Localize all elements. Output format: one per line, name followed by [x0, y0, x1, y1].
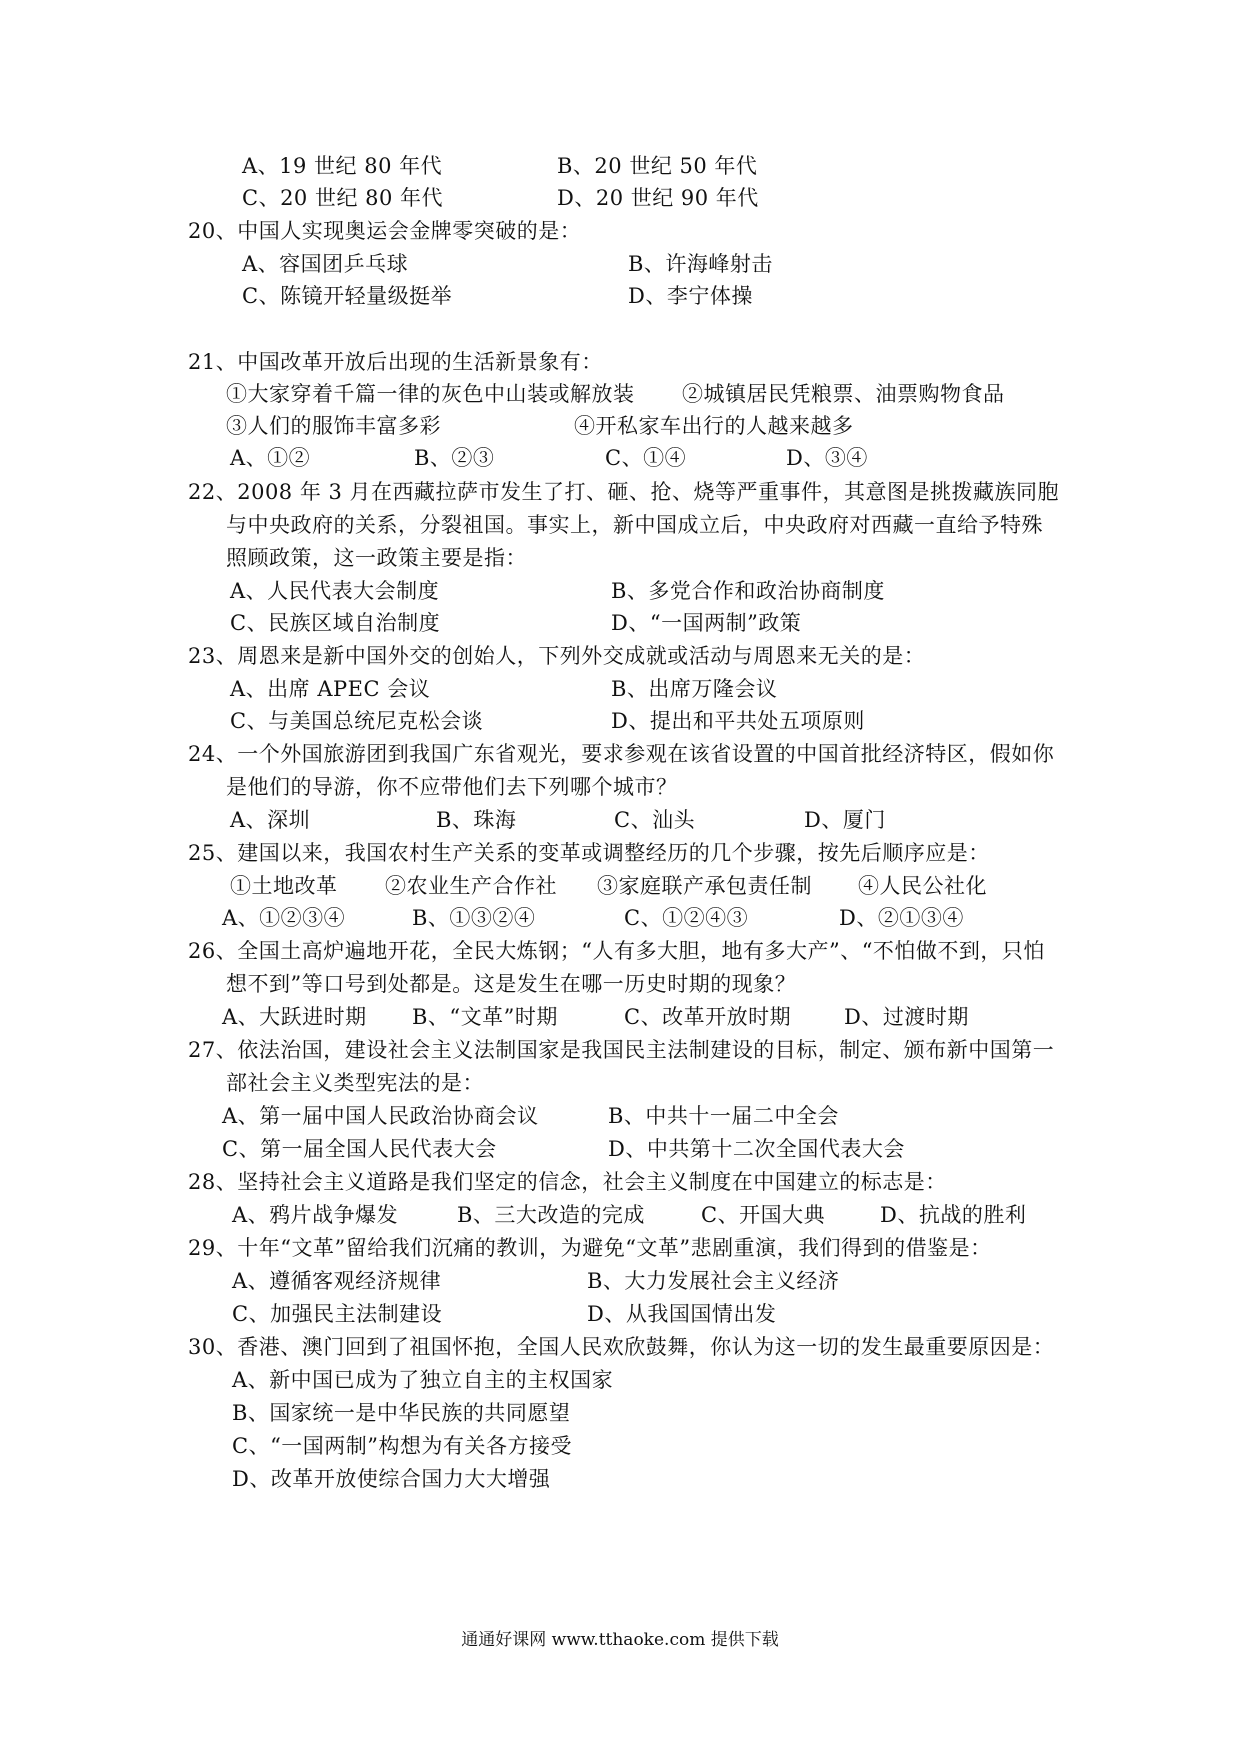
q25-item-2: ②农业生产合作社 [385, 874, 557, 898]
q27-stem-line-2: 部社会主义类型宪法的是： [226, 1071, 484, 1095]
q21-item-2: ②城镇居民凭粮票、油票购物食品 [682, 382, 1005, 406]
q28-stem: 28、坚持社会主义道路是我们坚定的信念，社会主义制度在中国建立的标志是： [188, 1170, 947, 1194]
q21-option-c: C、①④ [605, 446, 687, 470]
q22-stem-line-2: 与中央政府的关系，分裂祖国。事实上，新中国成立后，中央政府对西藏一直给予特殊 [226, 513, 1043, 537]
q25-option-d: D、②①③④ [839, 906, 964, 930]
q22-option-a: A、人民代表大会制度 [230, 579, 440, 603]
q30-stem: 30、香港、澳门回到了祖国怀抱，全国人民欢欣鼓舞，你认为这一切的发生最重要原因是： [188, 1335, 1055, 1359]
q29-option-a: A、遵循客观经济规律 [232, 1269, 442, 1293]
q23-option-c: C、与美国总统尼克松会谈 [230, 709, 484, 733]
q27-option-a: A、第一届中国人民政治协商会议 [222, 1104, 539, 1128]
q25-item-3: ③家庭联产承包责任制 [597, 874, 812, 898]
q21-item-3: ③人们的服饰丰富多彩 [226, 414, 441, 438]
q25-item-4: ④人民公社化 [858, 874, 987, 898]
q22-stem-line-1: 22、2008 年 3 月在西藏拉萨市发生了打、砸、抢、烧等严重事件，其意图是挑拨藏族同胞 [188, 480, 1060, 504]
q28-option-b: B、三大改造的完成 [457, 1203, 645, 1227]
q24-option-a: A、深圳 [230, 808, 311, 832]
q20-option-d: D、李宁体操 [628, 284, 753, 308]
q27-stem-line-1: 27、依法治国，建设社会主义法制国家是我国民主法制建设的目标，制定、颁布新中国第一 [188, 1038, 1055, 1062]
q19-option-c: C、20 世纪 80 年代 [242, 186, 444, 210]
q21-stem: 21、中国改革开放后出现的生活新景象有： [188, 350, 603, 374]
q20-stem: 20、中国人实现奥运会金牌零突破的是： [188, 219, 582, 243]
q22-option-b: B、多党合作和政治协商制度 [611, 579, 885, 603]
q24-option-d: D、厦门 [804, 808, 886, 832]
q20-option-b: B、许海峰射击 [628, 252, 773, 276]
q26-stem-line-1: 26、全国土高炉遍地开花，全民大炼钢；“人有多大胆，地有多大产”、“不怕做不到，只怕 [188, 939, 1045, 963]
q23-option-b: B、出席万隆会议 [611, 677, 778, 701]
q29-option-b: B、大力发展社会主义经济 [587, 1269, 840, 1293]
q30-option-b: B、国家统一是中华民族的共同愿望 [232, 1401, 571, 1425]
q26-option-c: C、改革开放时期 [624, 1005, 792, 1029]
q28-option-a: A、鸦片战争爆发 [232, 1203, 399, 1227]
q23-option-d: D、提出和平共处五项原则 [611, 709, 865, 733]
q26-stem-line-2: 想不到”等口号到处都是。这是发生在哪一历史时期的现象？ [226, 972, 797, 996]
q24-option-c: C、汕头 [614, 808, 696, 832]
q26-option-b: B、“文革”时期 [412, 1005, 558, 1029]
q22-stem-line-3: 照顾政策，这一政策主要是指： [226, 546, 527, 570]
q29-option-c: C、加强民主法制建设 [232, 1302, 443, 1326]
q25-option-b: B、①③②④ [412, 906, 536, 930]
q29-stem: 29、十年“文革”留给我们沉痛的教训，为避免“文革”悲剧重演，我们得到的借鉴是： [188, 1236, 992, 1260]
q23-option-a: A、出席 APEC 会议 [230, 677, 431, 701]
q21-item-4: ④开私家车出行的人越来越多 [574, 414, 854, 438]
q20-option-c: C、陈镜开轻量级挺举 [242, 284, 453, 308]
q22-option-d: D、“一国两制”政策 [611, 611, 802, 635]
q26-option-d: D、过渡时期 [844, 1005, 969, 1029]
q26-option-a: A、大跃进时期 [222, 1005, 367, 1029]
page-footer-download-note: 通通好课网 www.tthaoke.com 提供下载 [461, 1630, 779, 1650]
q19-option-d: D、20 世纪 90 年代 [557, 186, 759, 210]
q30-option-a: A、新中国已成为了独立自主的主权国家 [232, 1368, 614, 1392]
q25-option-a: A、①②③④ [222, 906, 346, 930]
q28-option-d: D、抗战的胜利 [880, 1203, 1027, 1227]
q27-option-c: C、第一届全国人民代表大会 [222, 1137, 497, 1161]
q24-stem-line-2: 是他们的导游，你不应带他们去下列哪个城市？ [226, 775, 678, 799]
q27-option-b: B、中共十一届二中全会 [608, 1104, 839, 1128]
q21-item-1: ①大家穿着千篇一律的灰色中山装或解放装 [226, 382, 635, 406]
q25-item-1: ①土地改革 [230, 874, 338, 898]
q24-stem-line-1: 24、一个外国旅游团到我国广东省观光，要求参观在该省设置的中国首批经济特区，假如你 [188, 742, 1055, 766]
q20-option-a: A、容国团乒乓球 [242, 252, 409, 276]
q29-option-d: D、从我国国情出发 [587, 1302, 777, 1326]
q21-option-a: A、①② [230, 446, 311, 470]
q19-option-b: B、20 世纪 50 年代 [557, 154, 758, 178]
q30-option-c: C、“一国两制”构想为有关各方接受 [232, 1434, 573, 1458]
q24-option-b: B、珠海 [436, 808, 517, 832]
q27-option-d: D、中共第十二次全国代表大会 [608, 1137, 905, 1161]
q25-option-c: C、①②④③ [624, 906, 749, 930]
q19-option-a: A、19 世纪 80 年代 [242, 154, 443, 178]
q28-option-c: C、开国大典 [701, 1203, 826, 1227]
q25-stem: 25、建国以来，我国农村生产关系的变革或调整经历的几个步骤，按先后顺序应是： [188, 841, 990, 865]
q21-option-b: B、②③ [414, 446, 495, 470]
q23-stem: 23、周恩来是新中国外交的创始人，下列外交成就或活动与周恩来无关的是： [188, 644, 926, 668]
q30-option-d: D、改革开放使综合国力大大增强 [232, 1467, 551, 1491]
q21-option-d: D、③④ [786, 446, 868, 470]
q22-option-c: C、民族区域自治制度 [230, 611, 441, 635]
